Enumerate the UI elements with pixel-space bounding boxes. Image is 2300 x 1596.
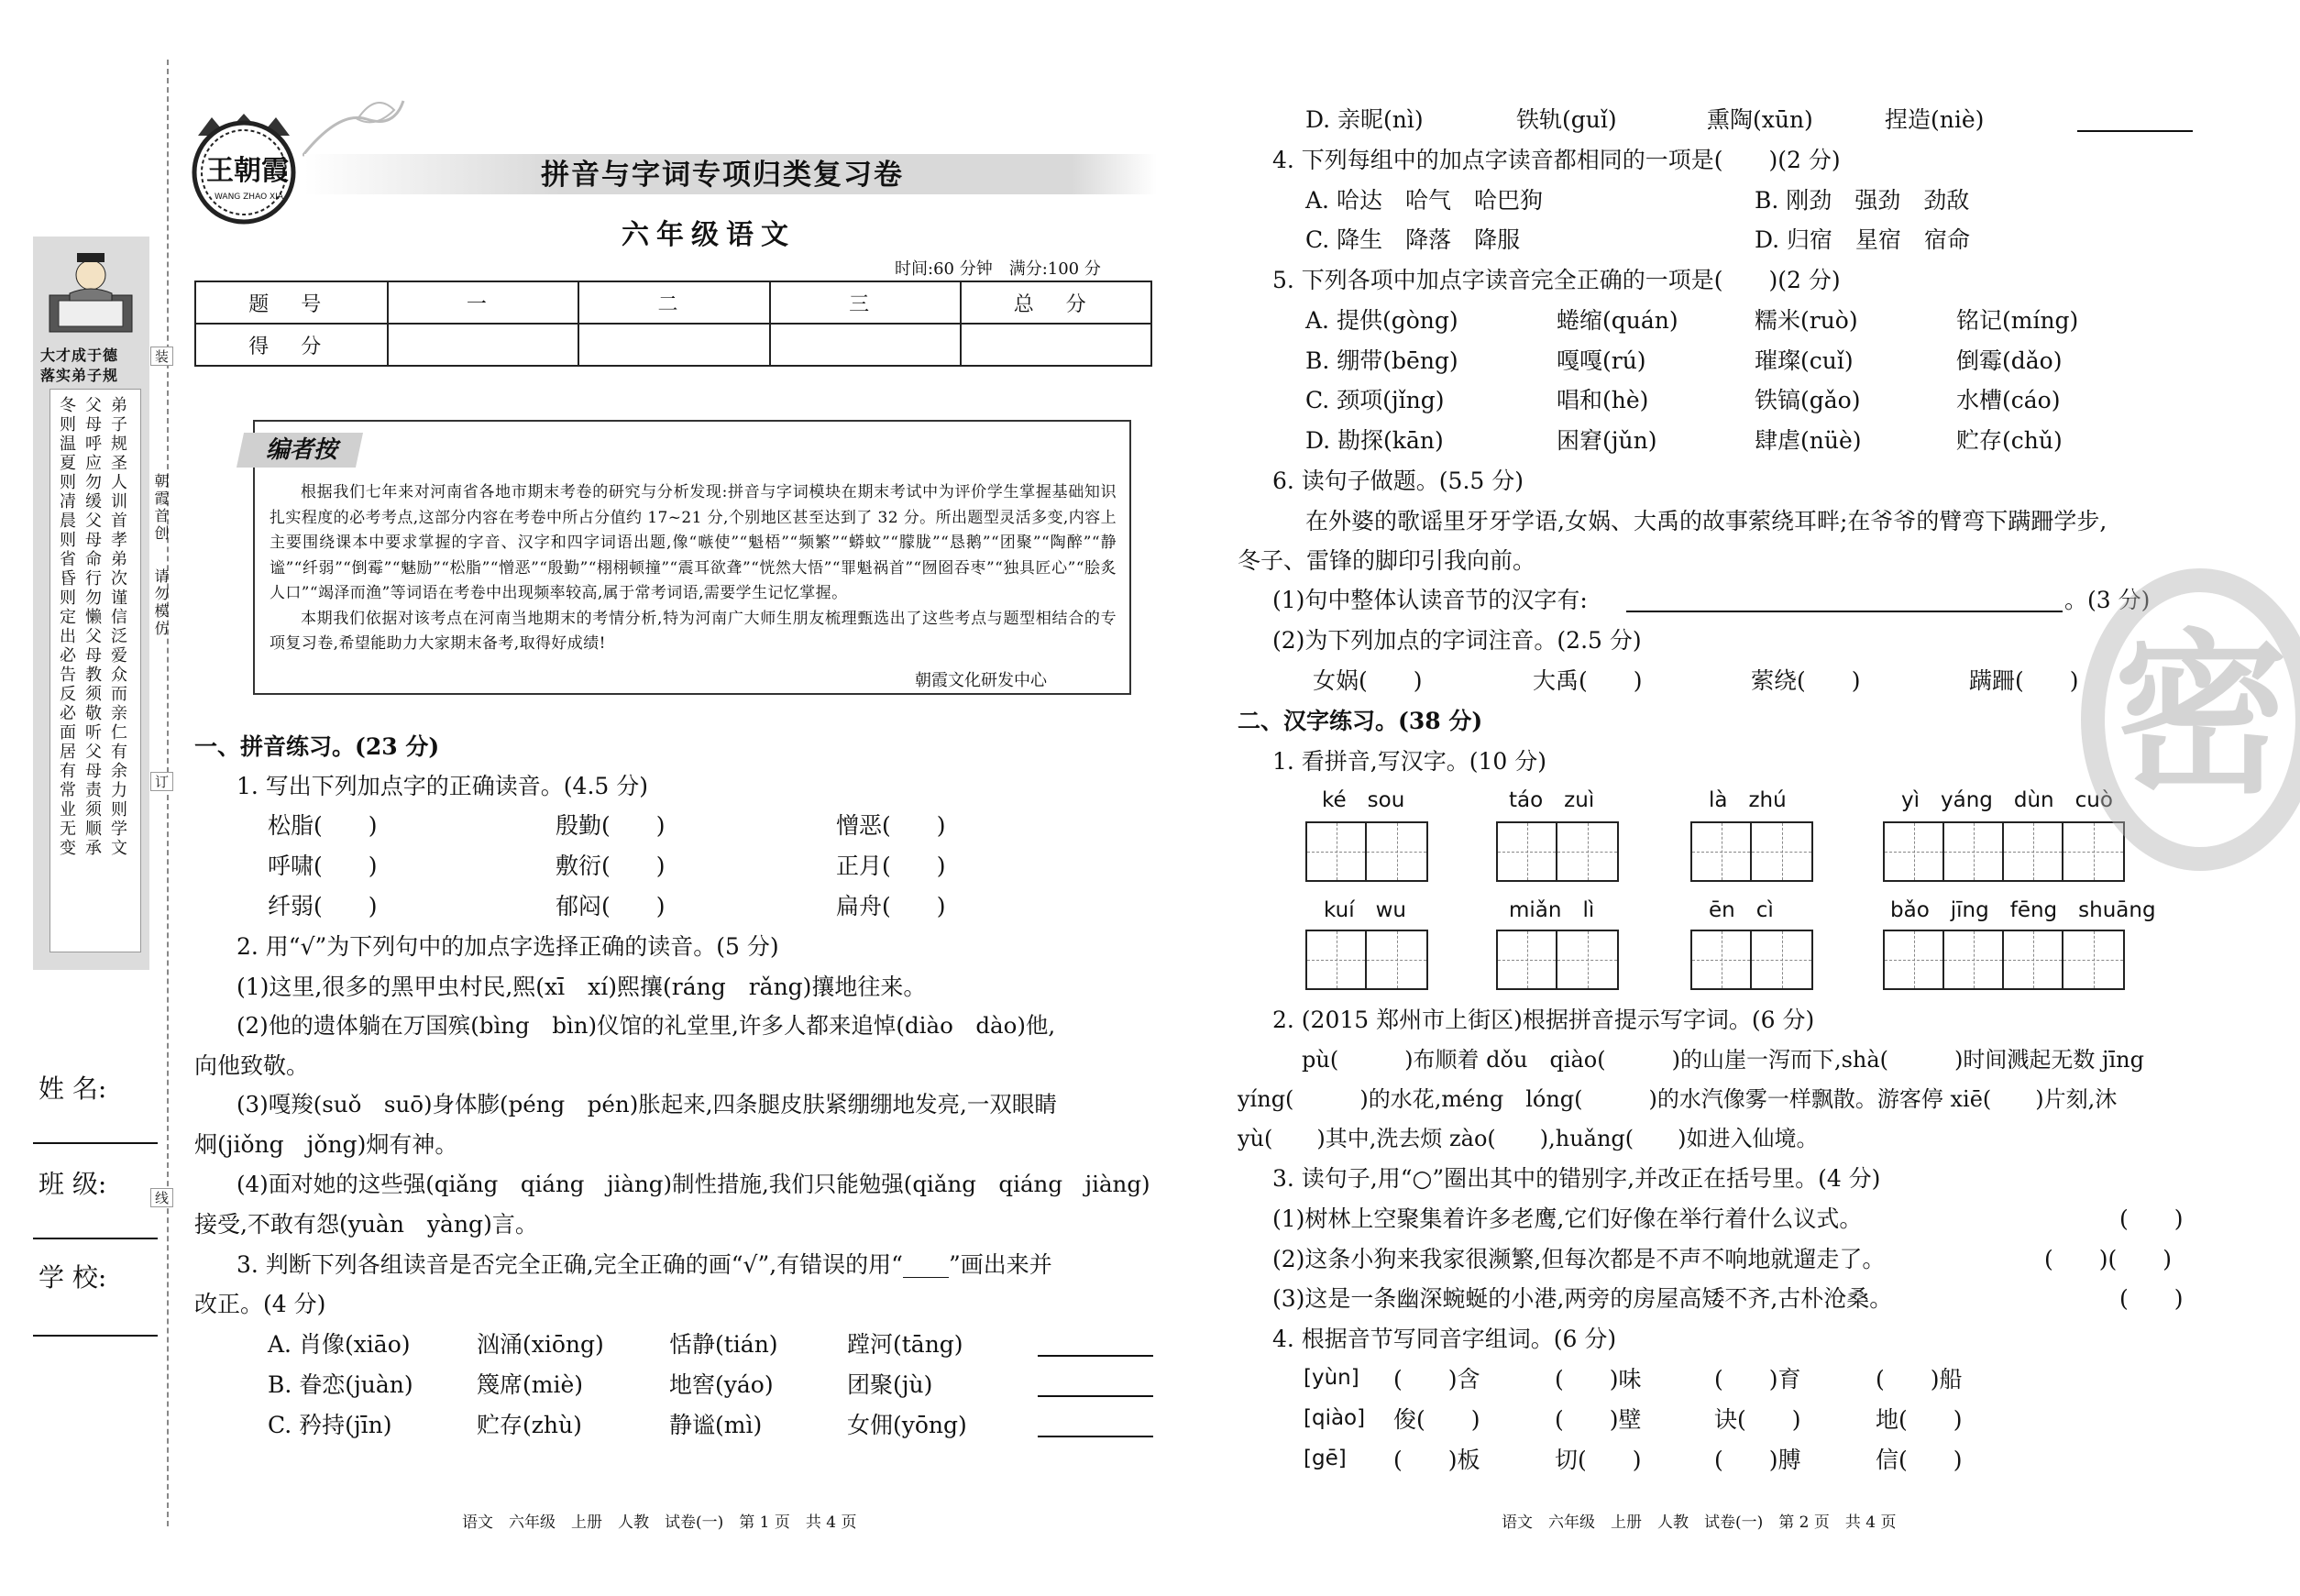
h4-r1-4: ( )船 xyxy=(1876,1366,1963,1392)
q3-a-4: 蹚河(tāng) xyxy=(847,1331,963,1358)
h4-r1-1: ( )含 xyxy=(1393,1366,1480,1392)
h4-r2-4: 地( ) xyxy=(1876,1406,1963,1433)
school-label: 学 校: xyxy=(39,1262,107,1293)
score-cell-2[interactable] xyxy=(578,324,770,366)
q1-item-4: 呼啸( ) xyxy=(268,853,378,879)
sidebar-verse-col-3: 弟子规圣人训首孝弟次谨信泛爱众而亲仁有余力则学文 xyxy=(108,396,127,858)
h4-r3-3: ( )膊 xyxy=(1714,1447,1801,1473)
editor-note-para-1: 根据我们七年来对河南省各地市期末考卷的研究与分析发现:拼音与字词模块在期末考试中为评价学生掌握基础知识扎实程度的必考考点,这部分内容在考卷中所占分值约 17~21 分,个别地区甚至达到了 32 分。所出题型灵活多变,内容上主要围绕课本中要求掌握的字音、汉字和四字词语出题,像“嗾使”“魁梧”“频繁”“蟒蚊”“朦胧”“恳鹅”“团聚”“陶醉”“静谧”“纤弱”“倒霉”“魅励”“松脂”“憎恶”“殷勤”“栩栩顿撞”“震耳欲聋”“恍然大悟”“罪魁祸首”“囫囵吞枣”“独具匠心”“脍炙人口”“竭泽而渔”等词语在考卷中出现频率较高,属于常考词语,需要学生记忆掌握。 xyxy=(270,483,1117,602)
score-header-1: 一 xyxy=(388,281,579,324)
h4-title: 4. 根据音节写同音字组词。(6 分) xyxy=(1272,1326,1617,1352)
score-header-label: 题 号 xyxy=(195,281,388,324)
q1-item-7: 纤弱( ) xyxy=(268,893,378,919)
q5-c-1[interactable]: C. 颈项(jǐng) xyxy=(1305,387,1445,413)
binding-note-1: 朝霞首创 xyxy=(152,473,170,543)
q3-a-1: A. 肖像(xiāo) xyxy=(268,1331,411,1358)
q3-d-1: D. 亲昵(nì) xyxy=(1305,106,1424,133)
q2-title: 2. 用“√”为下列句中的加点字选择正确的读音。(5 分) xyxy=(237,933,779,960)
q4-option-d[interactable]: D. 归宿 星宿 宿命 xyxy=(1755,226,1971,253)
q6-sub-2: (2)为下列加点的字词注音。(2.5 分) xyxy=(1272,627,1642,654)
h3-line-1: (1)树林上空聚集着许多老鹰,它们好像在举行着什么议式。 xyxy=(1272,1205,1863,1232)
h2-title: 2. (2015 郑州市上街区)根据拼音提示写字词。(6 分) xyxy=(1272,1007,1815,1033)
score-header-total: 总 分 xyxy=(961,281,1151,324)
h4-syllable-3: [gē] xyxy=(1304,1447,1347,1470)
name-field[interactable] xyxy=(33,1142,158,1144)
h1-grid-7[interactable] xyxy=(1690,930,1813,990)
binding-mark-3: 线 xyxy=(150,1188,173,1207)
q3-d-3: 熏陶(xūn) xyxy=(1707,106,1813,133)
q5-a-2: 蜷缩(quán) xyxy=(1557,307,1678,334)
h4-r3-4: 信( ) xyxy=(1876,1447,1963,1473)
q3-c-4: 女佣(yōng) xyxy=(847,1412,967,1438)
q3-b-1: B. 眷恋(juàn) xyxy=(268,1371,413,1398)
h1-grid-1[interactable] xyxy=(1305,821,1428,882)
h1-pinyin-5: kuí wu xyxy=(1324,898,1406,922)
q3-a-3: 恬静(tián) xyxy=(669,1331,778,1358)
h4-r1-3: ( )育 xyxy=(1714,1366,1801,1392)
q1-item-9: 扁舟( ) xyxy=(836,893,946,919)
h4-r2-3: 诀( ) xyxy=(1714,1406,1801,1433)
q2-line-5: 炯(jiǒng jǒng)炯有神。 xyxy=(194,1131,458,1158)
h4-r2-2: ( )壁 xyxy=(1555,1406,1642,1433)
q2-line-1: (1)这里,很多的黑甲虫村民,熙(xī xí)熙攘(ráng rǎng)攘地往来。 xyxy=(237,974,927,1000)
q3-b-3: 地窖(yáo) xyxy=(669,1371,774,1398)
editor-note-title: 编者按 xyxy=(266,436,338,464)
q2-line-3: 向他致敬。 xyxy=(194,1052,310,1079)
h1-pinyin-8: bǎo jīng fēng shuāng xyxy=(1890,898,2156,922)
editor-note-box xyxy=(253,420,1131,695)
h1-title: 1. 看拼音,写汉字。(10 分) xyxy=(1272,748,1547,775)
q6-title: 6. 读句子做题。(5.5 分) xyxy=(1272,468,1524,494)
q3-d-2: 铁轨(guǐ) xyxy=(1516,106,1617,133)
sidebar-motto-2: 落实弟子规 xyxy=(40,367,119,384)
h1-grid-2[interactable] xyxy=(1496,821,1619,882)
h3-answer-2[interactable]: ( )( ) xyxy=(2044,1246,2173,1272)
q5-d-1[interactable]: D. 勘探(kān) xyxy=(1305,427,1444,454)
q5-d-4: 贮存(chǔ) xyxy=(1956,427,2063,454)
q5-a-1[interactable]: A. 提供(gòng) xyxy=(1305,307,1458,334)
q1-item-6: 正月( ) xyxy=(836,853,946,879)
q1-item-1: 松脂( ) xyxy=(268,812,378,839)
section-1-title: 一、拼音练习。(23 分) xyxy=(194,733,440,760)
q3-a-2: 汹涌(xiōng) xyxy=(477,1331,604,1358)
q5-c-4: 水槽(cáo) xyxy=(1956,387,2061,413)
q6-word-2: 大禹( ) xyxy=(1533,667,1643,694)
q6-sub-1: (1)句中整体认读音节的汉字有: xyxy=(1272,587,1588,613)
sidebar-motto-1: 大才成于德 xyxy=(40,347,119,364)
h1-pinyin-3: là zhú xyxy=(1709,788,1787,812)
q5-title: 5. 下列各项中加点字读音完全正确的一项是( )(2 分) xyxy=(1272,267,1841,293)
score-header-2: 二 xyxy=(578,281,770,324)
q3-c-3: 静谧(mì) xyxy=(669,1412,763,1438)
q6-word-1: 女娲( ) xyxy=(1313,667,1423,694)
h3-answer-3[interactable]: ( ) xyxy=(2119,1285,2184,1312)
h1-grid-3[interactable] xyxy=(1690,821,1813,882)
q6-word-4: 蹒跚( ) xyxy=(1969,667,2079,694)
q5-d-3: 肆虐(nüè) xyxy=(1755,427,1862,454)
h2-line-3: yù( )其中,洗去烦 zào( ),huǎng( )如进入仙境。 xyxy=(1238,1126,1819,1151)
scholar-illustration xyxy=(42,240,139,339)
q4-option-b[interactable]: B. 刚劲 强劲 劲敌 xyxy=(1755,187,1970,214)
q6-sub-1-answer[interactable] xyxy=(1626,611,2063,612)
q2-line-7: 接受,不敢有怨(yuàn yàng)言。 xyxy=(194,1211,538,1238)
page-title: 拼音与字词专项归类复习卷 xyxy=(541,159,904,192)
editor-note-body xyxy=(270,480,1117,657)
sidebar-verse-col-2: 父母呼应勿缓父母命行勿懒父母教须敬听父母责须顺承 xyxy=(83,396,102,858)
q5-a-4: 铭记(míng) xyxy=(1956,307,2079,334)
h1-grid-8[interactable] xyxy=(1883,930,2125,990)
q4-option-a[interactable]: A. 哈达 哈气 哈巴狗 xyxy=(1305,187,1543,214)
stamp-glyph: 密 xyxy=(2114,614,2289,817)
h1-pinyin-6: miǎn lì xyxy=(1509,898,1595,922)
h4-r2-1: 俊( ) xyxy=(1393,1406,1480,1433)
h3-title: 3. 读句子,用“○”圈出其中的错别字,并改正在括号里。(4 分) xyxy=(1272,1165,1881,1192)
h4-r1-2: ( )味 xyxy=(1555,1366,1642,1392)
q3-b-2: 篾席(miè) xyxy=(477,1371,584,1398)
q6-sub-1-end: 。(3 分) xyxy=(2064,587,2151,613)
q3-d-answer[interactable] xyxy=(2077,130,2193,132)
binding-line xyxy=(167,60,169,1526)
h1-pinyin-1: ké sou xyxy=(1322,788,1405,812)
footer-right: 语文 六年级 上册 人教 试卷(一) 第 2 页 共 4 页 xyxy=(1502,1513,1897,1532)
subtitle: 六年级语文 xyxy=(622,219,796,251)
sidebar-verse-col-1: 冬则温夏则凊晨则省昏则定出必告反必面居有常业无变 xyxy=(57,396,76,858)
h4-r3-1: ( )板 xyxy=(1393,1447,1480,1473)
h1-pinyin-2: táo zuì xyxy=(1509,788,1595,812)
h3-line-2: (2)这条小狗来我家很濒繁,但每次都是不声不响地就遛走了。 xyxy=(1272,1246,1886,1272)
q2-line-6: (4)面对她的这些强(qiǎng qiáng jiàng)制性措施,我们只能勉强(qiǎng qiáng jiàng) xyxy=(237,1171,1150,1197)
score-cell-1[interactable] xyxy=(388,324,579,366)
h3-answer-1[interactable]: ( ) xyxy=(2119,1205,2184,1232)
q6-passage-2: 冬子、雷锋的脚印引我向前。 xyxy=(1238,547,1536,574)
score-cell-3[interactable] xyxy=(770,324,962,366)
q1-title: 1. 写出下列加点字的正确读音。(4.5 分) xyxy=(237,773,649,799)
editor-note-sign: 朝霞文化研发中心 xyxy=(915,671,1047,690)
h1-pinyin-4: yì yáng dùn cuò xyxy=(1901,788,2113,812)
q3-b-answer[interactable] xyxy=(1038,1395,1153,1397)
score-header-3: 三 xyxy=(770,281,962,324)
h1-grid-5[interactable] xyxy=(1305,930,1428,990)
q4-title: 4. 下列每组中的加点字读音都相同的一项是( )(2 分) xyxy=(1272,147,1841,173)
q1-item-5: 敷衍( ) xyxy=(556,853,666,879)
q5-d-2: 困窘(jǔn) xyxy=(1557,427,1657,454)
q1-item-2: 殷勤( ) xyxy=(556,812,666,839)
q3-c-2: 贮存(zhù) xyxy=(477,1412,582,1438)
q3-a-answer[interactable] xyxy=(1038,1355,1153,1357)
q2-line-2: (2)他的遗体躺在万国殡(bìng bìn)仪馆的礼堂里,许多人都来追悼(diào dào)他, xyxy=(237,1012,1056,1039)
q3-d-4: 捏造(niè) xyxy=(1885,106,1985,133)
q3-title-1: 3. 判断下列各组读音是否完全正确,完全正确的画“√”,有错误的用“____”画出来并 xyxy=(237,1251,1052,1278)
q3-c-answer[interactable] xyxy=(1038,1436,1153,1437)
score-table xyxy=(194,281,1152,367)
class-field[interactable] xyxy=(33,1238,158,1239)
logo-subtext: WANG ZHAO XIA xyxy=(215,193,283,202)
footer-left: 语文 六年级 上册 人教 试卷(一) 第 1 页 共 4 页 xyxy=(462,1513,857,1532)
q5-a-3: 糯米(ruò) xyxy=(1755,307,1858,334)
binding-mark-2: 订 xyxy=(150,772,173,791)
h1-grid-6[interactable] xyxy=(1496,930,1619,990)
h2-line-1: pù( )布顺着 dǒu qiào( )的山崖一泻而下,shà( )时间溅起无数 jīng xyxy=(1302,1047,2144,1073)
class-label: 班 级: xyxy=(39,1169,107,1199)
h4-syllable-2: [qiào] xyxy=(1304,1406,1366,1430)
name-label: 姓 名: xyxy=(39,1073,107,1104)
h3-line-3: (3)这是一条幽深蜿蜒的小港,两旁的房屋高矮不齐,古朴沧桑。 xyxy=(1272,1285,1893,1312)
binding-mark-1: 装 xyxy=(150,347,173,366)
q6-passage-1: 在外婆的歌谣里牙牙学语,女娲、大禹的故事萦绕耳畔;在爷爷的臂弯下蹒跚学步, xyxy=(1305,508,2107,534)
q3-title-2: 改正。(4 分) xyxy=(194,1291,326,1317)
q5-b-3: 璀璨(cuǐ) xyxy=(1755,347,1854,374)
score-row-label: 得 分 xyxy=(195,324,388,366)
editor-note-para-2: 本期我们依据对该考点在河南当地期末的考情分析,特为河南广大师生朋友梳理甄选出了这些考点与题型相结合的专项复习卷,希望能助力大家期末备考,取得好成绩! xyxy=(270,609,1117,653)
q5-b-1[interactable]: B. 绷带(bēng) xyxy=(1305,347,1458,374)
h1-grid-4[interactable] xyxy=(1883,821,2125,882)
binding-note-2: 请勿模仿 xyxy=(152,568,170,638)
q4-option-c[interactable]: C. 降生 降落 降服 xyxy=(1305,226,1521,253)
q5-c-2: 唱和(hè) xyxy=(1557,387,1649,413)
h1-pinyin-7: ēn cì xyxy=(1709,898,1774,922)
q5-b-4: 倒霉(dǎo) xyxy=(1956,347,2063,374)
q5-c-3: 铁镐(gǎo) xyxy=(1755,387,1861,413)
h4-syllable-1: [yùn] xyxy=(1304,1366,1359,1390)
h2-line-2: yíng( )的水花,méng lóng( )的水汽像雾一样飘散。游客停 xiē( )片刻,沐 xyxy=(1238,1086,2118,1112)
time-info: 时间:60 分钟 满分:100 分 xyxy=(895,259,1101,279)
q5-b-2: 嘎嘎(rú) xyxy=(1557,347,1646,374)
q1-item-8: 郁闷( ) xyxy=(556,893,666,919)
logo-text: 王朝霞 xyxy=(206,155,289,187)
q2-line-4: (3)嘎羧(suǒ suō)身体膨(péng pén)胀起来,四条腿皮肤紧绷绷地发亮,一双眼睛 xyxy=(237,1091,1057,1117)
q3-c-1: C. 矜持(jīn) xyxy=(268,1412,392,1438)
section-2-title: 二、汉字练习。(38 分) xyxy=(1238,708,1483,734)
q1-item-3: 憎恶( ) xyxy=(836,812,946,839)
school-field[interactable] xyxy=(33,1335,158,1337)
h4-r3-2: 切( ) xyxy=(1555,1447,1642,1473)
q6-word-3: 萦绕( ) xyxy=(1751,667,1861,694)
score-cell-total[interactable] xyxy=(961,324,1151,366)
q3-b-4: 团聚(jù) xyxy=(847,1371,933,1398)
